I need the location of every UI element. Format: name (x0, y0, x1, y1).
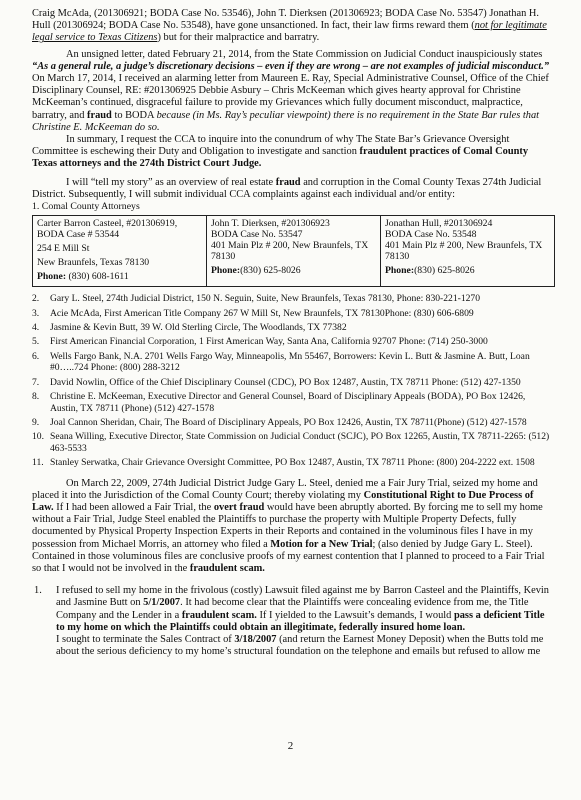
list-number: 4. (32, 322, 40, 334)
list-number: 7. (32, 376, 40, 388)
boda-case: BODA Case No. 53548 (385, 229, 477, 241)
phone-label: Phone: (385, 265, 415, 277)
list-item (32, 351, 555, 374)
paragraph-summary (32, 134, 555, 171)
text: ) but for their malpractice and barratry. (157, 32, 320, 44)
paragraph-number: 1. (34, 585, 42, 597)
list-number: 2. (32, 293, 40, 305)
document-page (32, 8, 555, 658)
list-number: 10. (32, 431, 44, 443)
bold-text: fraudulent scam. (181, 609, 257, 621)
bold-text: fraudulent practices of Comal County Texas attorneys and the 274th District Court Judge. (32, 146, 529, 170)
list-item (32, 431, 555, 454)
list-text: Jasmine & Kevin Butt, 39 W. Old Sterling Circle, The Woodlands, TX 77382 (50, 322, 347, 334)
list-text: Christine E. McKeeman, Executive Director and General Counsel, Board of Disciplinary Appeals (BODA), PO Box 12426, Austin, TX 78711 (Phone) (512) 427-1578 (50, 391, 526, 414)
text: . It had become clear that the Plaintiffs were concealing evidence from me, the Title Company and the Lender in a (56, 597, 529, 621)
list-number: 9. (32, 416, 40, 428)
address: New Braunfels, Texas 78130 (37, 257, 150, 269)
text: would have been abruptly aborted. By forcing me to sell my home without a Fair Trial, Judge Steel enabled the Plaintiffs to purchase the property with Multiple Property Defects, fully documented by Physical Property Inspection Experts in their Reports and contained in the voluminous files I have in my possession from Michael Morris, an attorney who filed a (32, 501, 543, 550)
attorney-cell (33, 216, 207, 287)
list-text: First American Financial Corporation, 1 First American Way, Santa Ana, California 92707 Phone: (714) 250-3000 (50, 336, 488, 348)
attorneys-table (32, 215, 555, 287)
list-text: Seana Willing, Executive Director, State Commission on Judicial Conduct (SCJC), PO Box 12265, Austin, TX 78711-2265: (512) 463-5533 (50, 431, 550, 454)
bold-text: pass a deficient Title to my home on which the Plaintiffs could obtain an illegitimate, federally insured home loan. (56, 609, 545, 633)
text: On March 22, 2009, 274th Judicial District Judge Gary L. Steel, denied me a Fair Jury Trial, seized my home and placed it into the Jurisdiction of the Comal County Court; thereby violating my (32, 477, 538, 501)
text: ; (also denied by Judge Gary L. Steel). Contained in those voluminous files are conclusive proofs of my earnest contention that I planned to proceed to a Fair Trial so that I would not be involved in the (32, 538, 545, 574)
bold-text: 5/1/2007 (143, 597, 181, 609)
list-number: 3. (32, 307, 40, 319)
list-text: Acie McAda, First American Title Company 267 W Mill St, New Braunfels, TX 78130Phone: (830) 606-6809 (50, 307, 474, 319)
text: I sought to terminate the Sales Contract of (56, 633, 235, 645)
boda-case: BODA Case No. 53547 (211, 229, 303, 241)
paragraph-unsanctioned (32, 8, 555, 45)
phone-label: Phone: (37, 271, 67, 283)
list-item (32, 336, 555, 347)
list-item (32, 293, 555, 304)
text: to BODA (111, 109, 157, 121)
numbered-paragraph (32, 585, 555, 658)
list-item (32, 457, 555, 468)
italic-text: because (in Ms. Ray’s peculiar viewpoint) there is no requirement in the State Bar rules that Christine E. McKeeman do so. (32, 109, 540, 133)
list-item (32, 308, 555, 319)
text: Craig McAda, (201306921; BODA Case No. 53546), John T. Dierksen (201306923; BODA Case No. 53547) Jonathan H. Hull (201306924; BODA Case No. 53548), have gone unsanctioned. In fact, their law firms reward them ( (32, 8, 539, 32)
table-row (33, 216, 555, 287)
phone: (830) 625-8026 (240, 265, 301, 277)
list-item (32, 391, 555, 414)
list-number: 6. (32, 350, 40, 362)
underlined-text: not for legitimate legal service to Texas Citizens (32, 20, 547, 44)
list-text: Stanley Serwatka, Chair Grievance Oversight Committee, PO Box 12487, Austin, TX 78711 Phone: (800) 204-2222 ext. 1508 (50, 457, 535, 469)
attorney-name: John T. Dierksen, #201306923 (211, 218, 330, 230)
phone: (830) 625-8026 (414, 265, 475, 277)
attorney-name: Jonathan Hull, #201306924 (385, 218, 493, 230)
phone-label: Phone: (211, 265, 241, 277)
list-number: 8. (32, 391, 40, 403)
address: 401 Main Plz # 200, New Braunfels, TX 78130 (385, 240, 543, 263)
list-text: Wells Fargo Bank, N.A. 2701 Wells Fargo Way, Minneapolis, Mn 55467, Borrowers: Kevin L. Butt & Jasmine A. Butt, Loan #0…..724 Phone: (800) 288-3212 (50, 350, 530, 374)
paragraph-unsigned-letter (32, 49, 555, 134)
text: In summary, I request the CCA to inquire into the conundrum of why The State Bar’s Grievance Oversight Committee is eschewing their Duty and Obligation to investigate and sanction (32, 134, 510, 158)
list-item-label: 1. Comal County Attorneys (32, 201, 140, 213)
boda-case: BODA Case # 53544 (37, 229, 120, 241)
address: 254 E Mill St (37, 243, 90, 255)
text: and corruption in the Comal County Texas 274th Judicial District. Subsequently, I will submit individual CCA complaints against each individual and/or entity: (32, 176, 542, 200)
text: On March 17, 2014, I received an alarming letter from Maureen E. Ray, Special Administrative Counsel, Office of the Chief Disciplinary Counsel, RE: #201306925 Debbie Asbury – Chris McKeeman which gives hearty approval for Christine McKeeman’s continued, disgraceful failure to provide my Grievances which fully document misconduct, malpractice, barratry, and (32, 73, 549, 121)
list-text: David Nowlin, Office of the Chief Disciplinary Counsel (CDC), PO Box 12487, Austin, TX 78711 Phone: (512) 427-1350 (50, 376, 521, 388)
list-item (32, 417, 555, 428)
list-number: 11. (32, 457, 44, 469)
list-item (32, 377, 555, 388)
attorney-name: Carter Barron Casteel, #201306919, (37, 218, 178, 230)
address: 401 Main Plz # 200, New Braunfels, TX 78130 (211, 240, 369, 263)
paragraph-body (56, 585, 555, 658)
list-text: Gary L. Steel, 274th Judicial District, 150 N. Seguin, Suite, New Braunfels, Texas 78130, Phone: 830-221-1270 (50, 293, 481, 305)
entity-list (32, 293, 555, 468)
bold-text: Motion for a New Trial (270, 538, 373, 550)
text: I refused to sell my home in the frivolous (costly) Lawsuit filed against me by Barron Casteel and the Plaintiffs, Kevin and Jasmine Butt on (56, 585, 549, 609)
list-item (32, 322, 555, 333)
attorney-cell (381, 216, 555, 287)
text: If I had been allowed a Fair Trial, the (53, 501, 214, 513)
list-number: 5. (32, 336, 40, 348)
text: If I yielded to the Lawsuit’s demands, I would (256, 609, 454, 621)
text: I will “tell my story” as an overview of real estate (66, 176, 276, 188)
bold-text: fraud (87, 109, 112, 121)
bold-text: fraud (275, 176, 301, 188)
paragraph-tell-story (32, 177, 555, 201)
phone: (830) 608-1611 (66, 271, 129, 283)
bold-text: overt fraud (213, 501, 265, 513)
text: (and return the Earnest Money Deposit) when the Butts told me about the serious deficiency to my home’s structural foundation on the telephone and emails but refused to allow me (56, 633, 544, 658)
bold-text: 3/18/2007 (234, 633, 277, 645)
bold-text: fraudulent scam. (189, 562, 265, 574)
page-number: 2 (287, 740, 294, 752)
quoted-statement: “As a general rule, a judge’s discretionary decisions – even if they are wrong – are not examples of judicial misconduct.” (32, 60, 550, 72)
list-text: Joal Cannon Sheridan, Chair, The Board of Disciplinary Appeals, PO Box 12426, Austin, TX 78711(Phone) (512) 427-1578 (50, 416, 527, 428)
bold-text: Constitutional Right to Due Process of Law. (32, 489, 534, 513)
paragraph-fair-trial (32, 478, 555, 576)
text: An unsigned letter, dated February 21, 2014, from the State Commission on Judicial Conduct inauspiciously states (66, 48, 543, 60)
attorney-cell (207, 216, 381, 287)
